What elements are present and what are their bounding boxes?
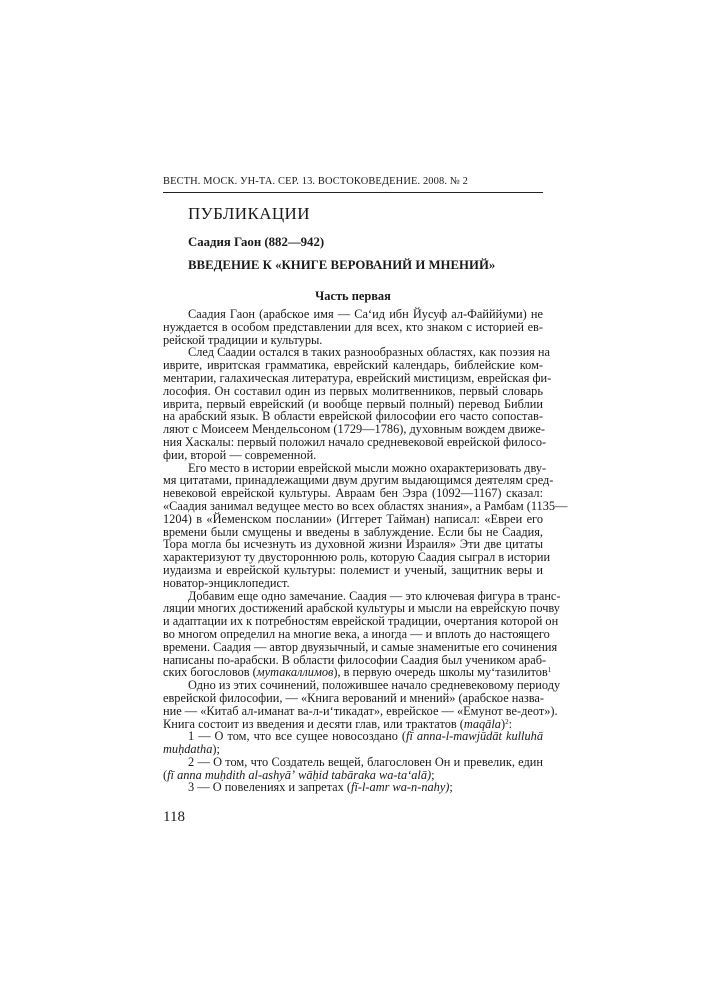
text-run: иудаизма и еврейской культуры: полемист и ученый, защитник веры и	[163, 562, 543, 577]
body-line	[163, 730, 543, 743]
text-run: ляют с Моисеем Мендельсоном (1729—1786), духовным вождем движе-	[163, 422, 545, 437]
text-run: на арабский язык. В области еврейской философии его часто сопостав-	[163, 409, 543, 424]
text-run: 3 — О повелениях и запретах (	[188, 780, 352, 795]
page-number: 118	[163, 809, 185, 825]
text-run: невековой еврейской культуры. Авраам бен Эзра (1092—1167) сказал:	[163, 486, 543, 501]
text-run: ;	[431, 767, 435, 782]
text-run: фии, второй — современной.	[163, 447, 317, 462]
text-run: ментарии, галахическая литература, еврейский мистицизм, еврейская фи-	[163, 370, 552, 385]
text-run: 2 — О том, что Создатель вещей, благословен Он и превелик, един	[188, 754, 543, 769]
text-run: След Саадии остался в таких разнообразных областях, как поэзия на	[188, 345, 551, 360]
text-run: Книга состоит из введения и десяти глав, или трактатов (	[163, 716, 464, 731]
text-run: еврейской философии, — «Книга верований и мнений» (арабское назва-	[163, 690, 544, 705]
italic-term: fī-l-amr wa-n-nahy)	[351, 780, 450, 795]
text-run: ;	[449, 780, 453, 795]
italic-term: muḥdatha	[163, 742, 213, 757]
text-run: )	[500, 716, 506, 731]
text-run: «Саадия занимал ведущее место во всех областях знания», а Рамбам (1135—	[163, 498, 568, 513]
text-run: 1 — О том, что все сущее новосоздано (	[188, 729, 407, 744]
text-run: Саадия Гаон (арабское имя — Саʻид ибн Йусуф ал-Файййуми) не	[188, 307, 543, 321]
text-run: времени. Саадия — автор двуязычный, и самые знаменитые его сочинения	[163, 639, 558, 654]
text-run: Тора могла бы исчезнуть из духовной жизни Израиля» Эти две цитаты	[163, 537, 543, 552]
text-run: мя цитатами, принадлежащими двум другим выдающимся деятелям сред-	[163, 473, 554, 488]
italic-term: fī anna muḥdith al-ashyāʼ wāḥid tabāraka wa-taʻalā)	[167, 767, 432, 782]
italic-term: maqāla	[463, 716, 501, 731]
text-run: иврите, ивритская грамматика, еврейский календарь, библейские ком-	[163, 358, 543, 373]
text-run: Одно из этих сочинений, положившее начало средневековому периоду	[188, 678, 561, 693]
italic-term: fī anna-l-mawjūdāt kulluhā	[406, 729, 544, 744]
text-run: ние — «Китаб ал-иманат ва-л-иʻтикадат», еврейское — «Емунот ве-деот»).	[163, 703, 558, 718]
text-run: и адаптации их к потребностям еврейской традиции, очертания которой он	[163, 614, 559, 629]
text-run: Добавим еще одно замечание. Саадия — это ключевая фигура в транс-	[188, 588, 561, 603]
text-run: иврита, первый еврейский (и вообще первый полный) перевод Библии	[163, 396, 543, 411]
text-run: 1204) в «Йеменском послании» (Иггерет Тайман) написал: «Евреи его	[163, 511, 543, 526]
author-line: Саадия Гаон (882—942)	[188, 235, 325, 249]
footnote-marker: 1	[547, 666, 552, 675]
body-text	[163, 307, 568, 795]
text-run: во многом определил на многие века, а иногда — и вплоть до настоящего	[163, 626, 550, 641]
section-title: ПУБЛИКАЦИИ	[188, 204, 310, 223]
footnote-marker: 2	[505, 717, 509, 726]
text-run: ), в первую очередь школы муʻтазилитов	[333, 665, 548, 680]
body-line	[163, 781, 543, 794]
text-run: нуждается в особом представлении для всех, кто знаком с историей ев-	[163, 319, 543, 334]
header-rule	[163, 192, 543, 193]
text-run: новатор-энциклопедист.	[163, 575, 290, 590]
text-run: написаны по-арабски. В области философии Саадия был учеником араб-	[163, 652, 547, 667]
article-title: ВВЕДЕНИЕ К «КНИГЕ ВЕРОВАНИЙ И МНЕНИЙ»	[188, 258, 496, 272]
text-run: времени были смущены и введены в заблуждение. Если бы не Саадия,	[163, 524, 543, 539]
text-run: рейской традиции и культуры.	[163, 332, 323, 347]
part-heading: Часть первая	[315, 289, 391, 303]
text-run: Его место в истории еврейской мысли можно охарактеризовать дву-	[188, 460, 547, 475]
text-run: характеризуют ту двустороннюю роль, которую Саадия сыграл в истории	[163, 550, 551, 565]
running-header: ВЕСТН. МОСК. УН-ТА. СЕР. 13. ВОСТОКОВЕДЕНИЕ. 2008. № 2	[163, 176, 468, 187]
text-run: ских богословов (	[163, 665, 257, 680]
text-run: лософия. Он составил один из первых молитвенников, первый словарь	[163, 383, 543, 398]
text-run: );	[212, 742, 220, 757]
italic-term: мутакаллимов	[256, 665, 334, 680]
text-run: ляции многих достижений арабской культуры и мысли на еврейскую почву	[163, 601, 560, 616]
text-run: ния Хаскалы: первый положил начало средневековой еврейской филосо-	[163, 434, 547, 449]
text-run: :	[508, 716, 512, 731]
text-run: (	[163, 767, 168, 782]
